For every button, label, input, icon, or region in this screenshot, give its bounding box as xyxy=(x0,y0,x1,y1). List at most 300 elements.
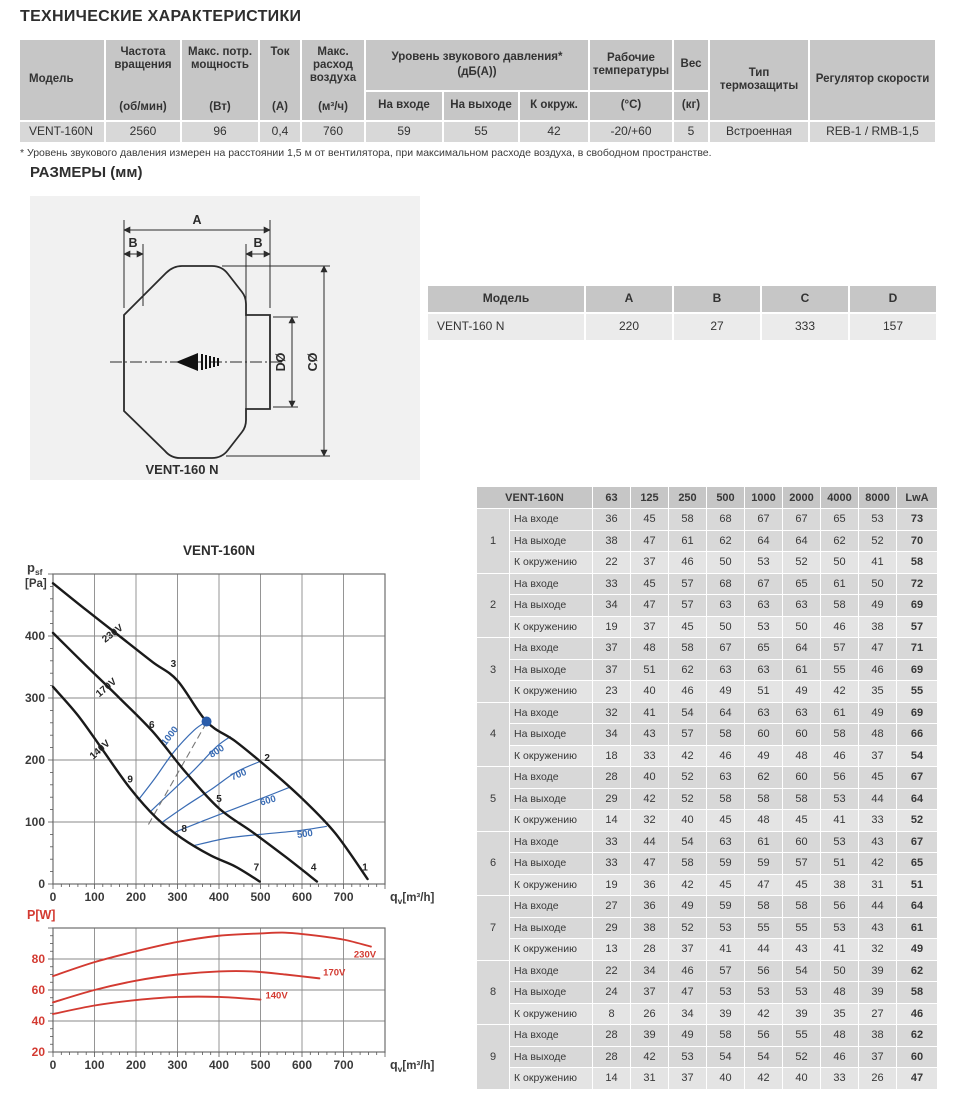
acoustic-cell: 47 xyxy=(631,595,668,616)
acoustic-cell: 67 xyxy=(783,509,820,530)
acoustic-cell: 40 xyxy=(631,767,668,788)
acoustic-cell: 57 xyxy=(783,853,820,874)
acoustic-group-number: 4 xyxy=(477,703,509,767)
acoustic-cell: 55 xyxy=(783,918,820,939)
dim-b-left xyxy=(124,244,143,306)
acoustic-cell: 61 xyxy=(897,918,937,939)
operating-point-label: 9 xyxy=(127,774,133,786)
dim-c-label: CØ xyxy=(306,352,320,372)
acoustic-cell: 19 xyxy=(593,875,630,896)
acoustic-cell: 45 xyxy=(859,767,896,788)
acoustic-cell: 47 xyxy=(631,853,668,874)
acoustic-cell: 59 xyxy=(707,853,744,874)
x-tick-label: 0 xyxy=(49,890,57,904)
acoustic-cell: 52 xyxy=(669,767,706,788)
acoustic-cell: 53 xyxy=(669,1047,706,1068)
x-tick-label: 300 xyxy=(167,1058,188,1072)
series-curve-140V xyxy=(53,687,260,882)
acoustic-cell: 45 xyxy=(707,875,744,896)
dimensions-title: РАЗМЕРЫ (мм) xyxy=(30,164,143,181)
acoustic-cell: 52 xyxy=(669,789,706,810)
acoustic-cell: 47 xyxy=(669,982,706,1003)
y-tick-label: 60 xyxy=(31,983,45,997)
acoustic-cell: 55 xyxy=(821,660,858,681)
x-tick-label: 300 xyxy=(167,890,188,904)
acoustic-cell: 45 xyxy=(631,574,668,595)
series-label-170V: 170V xyxy=(94,676,120,700)
system-curve-label: 700 xyxy=(229,766,249,784)
spec-value-airflow: 760 xyxy=(302,122,364,142)
acoustic-cell: 23 xyxy=(593,681,630,702)
acoustic-cell: 58 xyxy=(707,724,744,745)
acoustic-cell: 58 xyxy=(745,789,782,810)
acoustic-col-header: 1000 xyxy=(745,487,782,508)
acoustic-cell: 57 xyxy=(669,574,706,595)
system-curve-label: 1000 xyxy=(159,724,181,748)
acoustic-row-label: На входе xyxy=(510,896,592,917)
acoustic-cell: 63 xyxy=(783,595,820,616)
acoustic-cell: 56 xyxy=(821,767,858,788)
acoustic-cell: 47 xyxy=(897,1068,937,1089)
acoustic-cell: 32 xyxy=(859,939,896,960)
acoustic-row-label: На выходе xyxy=(510,531,592,552)
acoustic-cell: 46 xyxy=(821,1047,858,1068)
acoustic-cell: 64 xyxy=(897,896,937,917)
acoustic-cell: 49 xyxy=(707,681,744,702)
acoustic-group-number: 1 xyxy=(477,509,509,573)
acoustic-cell: 58 xyxy=(783,896,820,917)
acoustic-row-label: На выходе xyxy=(510,918,592,939)
acoustic-group-number: 6 xyxy=(477,832,509,896)
pressure-chart-svg xyxy=(22,542,442,916)
acoustic-col-header: 8000 xyxy=(859,487,896,508)
spec-header-weight: Вес xyxy=(674,40,708,90)
x-tick-label: 100 xyxy=(84,890,105,904)
acoustic-cell: 37 xyxy=(631,552,668,573)
acoustic-cell: 63 xyxy=(707,832,744,853)
col-label: Макс. потр. мощность xyxy=(187,46,253,72)
acoustic-cell: 53 xyxy=(821,918,858,939)
acoustic-cell: 52 xyxy=(783,552,820,573)
acoustic-cell: 66 xyxy=(897,724,937,745)
acoustic-cell: 40 xyxy=(669,810,706,831)
acoustic-cell: 33 xyxy=(593,832,630,853)
x-tick-label: 600 xyxy=(291,890,313,904)
y-axis-label: $p_{sf}$ xyxy=(27,560,43,577)
acoustic-cell: 49 xyxy=(669,1025,706,1046)
spec-value-sound-surround: 42 xyxy=(520,122,588,142)
acoustic-cell: 46 xyxy=(669,552,706,573)
acoustic-cell: 42 xyxy=(669,875,706,896)
acoustic-cell: 53 xyxy=(707,918,744,939)
operating-point-label: 4 xyxy=(310,862,317,874)
acoustic-group-number: 8 xyxy=(477,961,509,1025)
acoustic-cell: 40 xyxy=(631,681,668,702)
acoustic-cell: 67 xyxy=(707,638,744,659)
acoustic-cell: 58 xyxy=(669,853,706,874)
acoustic-cell: 46 xyxy=(669,961,706,982)
acoustic-cell: 33 xyxy=(859,810,896,831)
acoustic-cell: 63 xyxy=(707,595,744,616)
acoustic-cell: 31 xyxy=(631,1068,668,1089)
system-curve-label: 500 xyxy=(296,827,314,841)
acoustic-cell: 61 xyxy=(745,832,782,853)
spec-header-sound xyxy=(366,40,588,90)
acoustic-cell: 26 xyxy=(859,1068,896,1089)
acoustic-cell: 69 xyxy=(897,595,937,616)
acoustic-cell: 54 xyxy=(669,703,706,724)
system-curve-label: 800 xyxy=(207,742,227,761)
dim-a xyxy=(124,220,270,308)
power-chart xyxy=(22,903,442,1093)
acoustic-row-label: На выходе xyxy=(510,1047,592,1068)
dims-header-b: B xyxy=(674,286,760,312)
series-label-140V: 140V xyxy=(265,990,288,1002)
dims-value-a: 220 xyxy=(586,314,672,340)
acoustic-col-header: 125 xyxy=(631,487,668,508)
acoustic-cell: 57 xyxy=(669,724,706,745)
acoustic-row-label: К окружению xyxy=(510,875,592,896)
series-label-230V: 230V xyxy=(100,622,126,646)
acoustic-cell: 59 xyxy=(707,896,744,917)
acoustic-cell: 52 xyxy=(783,1047,820,1068)
acoustic-cell: 62 xyxy=(897,1025,937,1046)
y-axis-label: P[W] xyxy=(27,908,56,922)
dimension-drawing-panel xyxy=(30,196,420,480)
x-tick-label: 400 xyxy=(208,1058,230,1072)
y-tick-label: 200 xyxy=(24,753,45,767)
fan-dimension-drawing xyxy=(30,196,420,480)
acoustic-cell: 68 xyxy=(707,509,744,530)
dims-header-model: Модель xyxy=(428,286,584,312)
acoustic-cell: 61 xyxy=(821,703,858,724)
acoustic-cell: 31 xyxy=(859,875,896,896)
acoustic-row-label: На входе xyxy=(510,509,592,530)
acoustic-cell: 64 xyxy=(783,531,820,552)
acoustic-cell: 52 xyxy=(897,810,937,831)
spec-value-current: 0,4 xyxy=(260,122,300,142)
acoustic-cell: 44 xyxy=(859,896,896,917)
spec-header-sound-outlet: На выходе xyxy=(444,92,518,120)
acoustic-cell: 61 xyxy=(669,531,706,552)
acoustic-cell: 13 xyxy=(593,939,630,960)
x-axis-label: $q_v[m^3/h]$ xyxy=(390,1058,435,1074)
acoustic-cell: 48 xyxy=(745,810,782,831)
acoustic-row-label: На входе xyxy=(510,574,592,595)
acoustic-cell: 49 xyxy=(783,681,820,702)
acoustic-cell: 37 xyxy=(669,1068,706,1089)
pressure-chart xyxy=(22,542,442,921)
series-label-170V: 170V xyxy=(323,967,346,979)
acoustic-model-header: VENT-160N xyxy=(477,487,592,508)
acoustic-cell: 60 xyxy=(897,1047,937,1068)
acoustic-cell: 39 xyxy=(783,1004,820,1025)
acoustic-cell: 24 xyxy=(593,982,630,1003)
acoustic-cell: 46 xyxy=(669,681,706,702)
acoustic-cell: 58 xyxy=(669,509,706,530)
x-tick-label: 600 xyxy=(291,1058,313,1072)
acoustic-cell: 62 xyxy=(707,531,744,552)
acoustic-cell: 67 xyxy=(745,509,782,530)
acoustic-cell: 60 xyxy=(783,767,820,788)
acoustic-cell: 63 xyxy=(707,767,744,788)
acoustic-cell: 48 xyxy=(821,1025,858,1046)
acoustic-cell: 43 xyxy=(631,724,668,745)
acoustic-cell: 65 xyxy=(821,509,858,530)
acoustic-cell: 63 xyxy=(745,595,782,616)
acoustic-row-label: К окружению xyxy=(510,681,592,702)
acoustic-cell: 53 xyxy=(783,982,820,1003)
acoustic-cell: 50 xyxy=(859,574,896,595)
acoustic-cell: 67 xyxy=(897,832,937,853)
acoustic-cell: 50 xyxy=(821,961,858,982)
col-label: Уровень звукового давления* xyxy=(391,50,563,63)
acoustic-cell: 42 xyxy=(859,853,896,874)
spec-header-temp: Рабочие температуры xyxy=(590,40,672,90)
dims-value-b: 27 xyxy=(674,314,760,340)
acoustic-group-number: 2 xyxy=(477,574,509,638)
acoustic-cell: 67 xyxy=(745,574,782,595)
acoustic-cell: 42 xyxy=(631,1047,668,1068)
acoustic-cell: 14 xyxy=(593,1068,630,1089)
acoustic-cell: 45 xyxy=(783,875,820,896)
y-tick-label: 40 xyxy=(31,1014,45,1028)
x-tick-label: 400 xyxy=(208,890,230,904)
x-tick-label: 500 xyxy=(250,890,271,904)
acoustic-cell: 53 xyxy=(745,552,782,573)
col-unit: (об/мин) xyxy=(119,100,167,113)
spec-value-sound-outlet: 55 xyxy=(444,122,518,142)
spec-header-sound-inlet: На входе xyxy=(366,92,442,120)
acoustic-col-header: 500 xyxy=(707,487,744,508)
acoustic-cell: 54 xyxy=(783,961,820,982)
acoustic-cell: 36 xyxy=(593,509,630,530)
acoustic-cell: 42 xyxy=(745,1004,782,1025)
series-label-140V: 140V xyxy=(87,738,113,762)
acoustic-cell: 60 xyxy=(783,724,820,745)
dim-b-right xyxy=(246,244,270,308)
acoustic-cell: 63 xyxy=(745,660,782,681)
y-tick-label: 100 xyxy=(24,815,45,829)
acoustic-cell: 49 xyxy=(859,703,896,724)
acoustic-cell: 43 xyxy=(859,918,896,939)
acoustic-cell: 44 xyxy=(745,939,782,960)
spec-header-power xyxy=(182,40,258,120)
acoustic-cell: 53 xyxy=(859,509,896,530)
acoustic-cell: 45 xyxy=(707,810,744,831)
acoustic-cell: 40 xyxy=(783,1068,820,1089)
acoustic-cell: 51 xyxy=(897,875,937,896)
acoustic-cell: 46 xyxy=(897,1004,937,1025)
acoustic-row-label: К окружению xyxy=(510,939,592,960)
acoustic-cell: 53 xyxy=(821,789,858,810)
series-curve-230V xyxy=(53,583,368,879)
acoustic-cell: 43 xyxy=(783,939,820,960)
acoustic-cell: 58 xyxy=(897,552,937,573)
dims-header-d: D xyxy=(850,286,936,312)
spec-header-model: Модель xyxy=(20,40,104,120)
acoustic-cell: 41 xyxy=(859,552,896,573)
acoustic-cell: 48 xyxy=(783,746,820,767)
acoustic-cell: 33 xyxy=(821,1068,858,1089)
acoustic-cell: 58 xyxy=(707,1025,744,1046)
acoustic-col-header: 2000 xyxy=(783,487,820,508)
acoustic-cell: 36 xyxy=(631,896,668,917)
spec-value-sound-inlet: 59 xyxy=(366,122,442,142)
acoustic-cell: 44 xyxy=(859,789,896,810)
acoustic-cell: 18 xyxy=(593,746,630,767)
acoustic-row-label: На выходе xyxy=(510,724,592,745)
acoustic-group-number: 5 xyxy=(477,767,509,831)
acoustic-cell: 38 xyxy=(859,1025,896,1046)
acoustic-cell: 29 xyxy=(593,918,630,939)
acoustic-cell: 27 xyxy=(859,1004,896,1025)
system-curve-700 xyxy=(162,761,261,822)
acoustic-col-header: 63 xyxy=(593,487,630,508)
spec-header-thermal: Тип термозащиты xyxy=(710,40,808,120)
acoustic-cell: 48 xyxy=(821,982,858,1003)
acoustic-cell: 45 xyxy=(783,810,820,831)
acoustic-cell: 56 xyxy=(821,896,858,917)
acoustic-cell: 51 xyxy=(631,660,668,681)
x-tick-label: 100 xyxy=(84,1058,105,1072)
acoustic-cell: 55 xyxy=(745,918,782,939)
y-tick-label: 300 xyxy=(24,691,45,705)
acoustic-cell: 48 xyxy=(631,638,668,659)
acoustic-row-label: К окружению xyxy=(510,1004,592,1025)
acoustic-cell: 29 xyxy=(593,789,630,810)
col-label: Макс. расход воздуха xyxy=(309,46,357,85)
acoustic-row-label: На выходе xyxy=(510,982,592,1003)
acoustic-cell: 59 xyxy=(745,853,782,874)
acoustic-cell: 57 xyxy=(897,617,937,638)
acoustic-cell: 34 xyxy=(669,1004,706,1025)
acoustic-cell: 46 xyxy=(859,660,896,681)
acoustic-cell: 51 xyxy=(821,853,858,874)
acoustic-cell: 42 xyxy=(669,746,706,767)
acoustic-cell: 33 xyxy=(593,574,630,595)
operating-point-label: 8 xyxy=(181,823,187,835)
acoustic-cell: 43 xyxy=(859,832,896,853)
acoustic-row-label: На входе xyxy=(510,961,592,982)
acoustic-cell: 35 xyxy=(859,681,896,702)
acoustic-cell: 47 xyxy=(745,875,782,896)
acoustic-cell: 68 xyxy=(707,574,744,595)
dim-a-label: A xyxy=(192,213,202,227)
acoustic-cell: 60 xyxy=(783,832,820,853)
acoustic-cell: 57 xyxy=(707,961,744,982)
acoustic-group-number: 9 xyxy=(477,1025,509,1089)
acoustic-cell: 63 xyxy=(707,660,744,681)
acoustic-cell: 39 xyxy=(859,982,896,1003)
acoustic-cell: 64 xyxy=(897,789,937,810)
spec-value-speed: 2560 xyxy=(106,122,180,142)
acoustic-cell: 72 xyxy=(897,574,937,595)
acoustic-cell: 27 xyxy=(593,896,630,917)
acoustic-cell: 54 xyxy=(707,1047,744,1068)
acoustic-cell: 62 xyxy=(821,531,858,552)
acoustic-cell: 34 xyxy=(593,724,630,745)
acoustic-col-header: 250 xyxy=(669,487,706,508)
acoustic-cell: 37 xyxy=(631,982,668,1003)
acoustic-cell: 55 xyxy=(783,1025,820,1046)
operating-point-label: 3 xyxy=(170,659,177,670)
spec-header-airflow xyxy=(302,40,364,120)
acoustic-cell: 58 xyxy=(783,789,820,810)
spec-header-current xyxy=(260,40,300,120)
spec-value-model: VENT-160N xyxy=(20,122,104,142)
acoustic-cell: 47 xyxy=(859,638,896,659)
acoustic-cell: 47 xyxy=(631,531,668,552)
acoustic-cell: 58 xyxy=(897,982,937,1003)
power-chart-svg xyxy=(22,903,442,1088)
acoustic-row-label: На выходе xyxy=(510,595,592,616)
acoustic-cell: 60 xyxy=(745,724,782,745)
system-curve-label: 600 xyxy=(258,793,278,809)
x-tick-label: 200 xyxy=(125,890,147,904)
acoustic-cell: 64 xyxy=(707,703,744,724)
drawing-caption: VENT-160 N xyxy=(145,462,219,477)
acoustic-cell: 36 xyxy=(631,875,668,896)
acoustic-row-label: На входе xyxy=(510,767,592,788)
col-unit: (дБ(А)) xyxy=(457,66,497,78)
acoustic-cell: 62 xyxy=(669,660,706,681)
acoustic-cell: 57 xyxy=(821,638,858,659)
operating-point-marker xyxy=(202,717,212,727)
dims-value-model: VENT-160 N xyxy=(428,314,584,340)
acoustic-row-label: К окружению xyxy=(510,1068,592,1089)
spec-value-thermal: Встроенная xyxy=(710,122,808,142)
acoustic-cell: 44 xyxy=(631,832,668,853)
acoustic-cell: 34 xyxy=(631,961,668,982)
dims-value-d: 157 xyxy=(850,314,936,340)
x-axis-label: $q_v[m^3/h]$ xyxy=(390,890,435,906)
acoustic-cell: 54 xyxy=(669,832,706,853)
acoustic-cell: 69 xyxy=(897,660,937,681)
chart-title: VENT-160N xyxy=(182,543,256,558)
operating-point-label: 7 xyxy=(253,862,260,874)
acoustic-cell: 53 xyxy=(745,617,782,638)
acoustic-cell: 58 xyxy=(821,595,858,616)
page-title: ТЕХНИЧЕСКИЕ ХАРАКТЕРИСТИКИ xyxy=(20,8,302,25)
acoustic-cell: 64 xyxy=(783,638,820,659)
acoustic-cell: 38 xyxy=(859,617,896,638)
dims-header-c: C xyxy=(762,286,848,312)
dim-d-label: DØ xyxy=(274,352,288,372)
acoustic-cell: 63 xyxy=(745,703,782,724)
spec-value-power: 96 xyxy=(182,122,258,142)
acoustic-cell: 49 xyxy=(669,896,706,917)
acoustic-cell: 46 xyxy=(821,746,858,767)
acoustic-cell: 45 xyxy=(631,509,668,530)
acoustic-cell: 33 xyxy=(631,746,668,767)
acoustic-cell: 58 xyxy=(707,789,744,810)
dimensions-table xyxy=(428,286,936,340)
col-unit: (А) xyxy=(272,100,288,113)
acoustic-cell: 65 xyxy=(783,574,820,595)
acoustic-cell: 58 xyxy=(745,896,782,917)
acoustic-cell: 28 xyxy=(593,1025,630,1046)
y-tick-label: 400 xyxy=(24,629,45,643)
acoustic-cell: 50 xyxy=(707,552,744,573)
acoustic-cell: 38 xyxy=(593,531,630,552)
series-curve-140V xyxy=(53,997,261,1014)
acoustic-cell: 39 xyxy=(707,1004,744,1025)
acoustic-cell: 65 xyxy=(897,853,937,874)
y-tick-label: 20 xyxy=(31,1045,45,1059)
dim-b-left-label: B xyxy=(128,236,138,250)
acoustic-cell: 39 xyxy=(631,1025,668,1046)
